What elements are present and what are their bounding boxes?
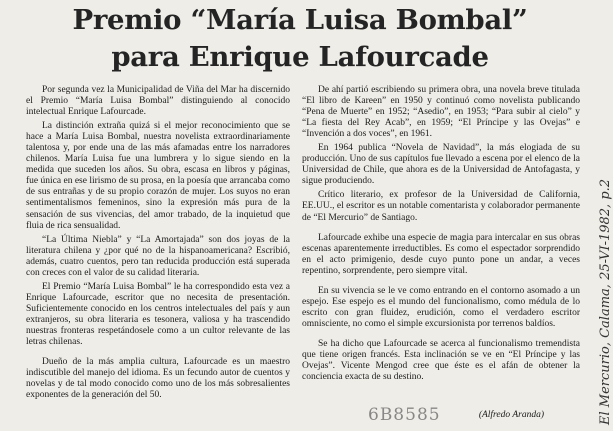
paragraph: El Premio “María Luisa Bombal” le ha correspondido esta vez a Enrique Lafourcade, escritor que no necesita de presentación. Suficientemente conocido en los centros intelectuales del país y aun extranjeros, su obra literaria es tesonera, valiosa y ha trascendido nuestras fronteras respetándosele como a un cultor relevante de las letras chilenas.	[26, 281, 290, 348]
paragraph: Dueño de la más amplia cultura, Lafourcade es un maestro indiscutible del manejo del idioma. Es un fecundo autor de cuentos y novelas y de tal modo conocido como uno de los más sobresalientes exponentes de la generación del 50.	[26, 357, 290, 401]
paragraph: Se ha dicho que Lafourcade se acerca al funcionalismo tremendista que tiene origen francés. Esta inclinación se ve en “El Príncipe y las Ovejas”. Vicente Mengod cree que éste es el afán de obtener la conciencia exacta de su destino.	[302, 338, 580, 383]
paragraph: Por segunda vez la Municipalidad de Viña del Mar ha discernido el Premio “María Luisa Bombal” distinguiendo al conocido intelectual Enrique Lafourcade.	[26, 85, 290, 118]
paragraph: En 1964 publica “Novela de Navidad”, la más elogiada de su producción. Uno de sus capítulos fue llevado a escena por el elenco de la Universidad de Chile, que ahora es de la Universidad de Antofagasta, y sigue produciendo.	[302, 143, 580, 187]
handwritten-margin-note	[584, 30, 613, 430]
paragraph: Lafourcade exhibe una especie de magia para intercalar en sus obras escenas aparentemente irreductibles. Es como el espectador sorprendido en el acto primigenio, desde cuyo punto pone un andar, a veces repentino, sorprendente, pero siempre vital.	[302, 232, 580, 276]
paragraph: De ahí partió escribiendo su primera obra, una novela breve titulada “El libro de Kareen” en 1950 y continuó como novelista publicando “Pena de Muerte” en 1952; “Asedio”, en 1953; “Para subir al cielo” y “La fiesta del Rey Acab”, en 1959; “El Príncipe y las Ovejas” e “Invención a dos voces”, en 1961.	[302, 85, 580, 140]
headline-line-2: para Enrique Lafourcade	[111, 41, 489, 73]
article-left-column	[26, 85, 290, 431]
article-right-column	[302, 85, 580, 421]
paragraph: “La Última Niebla” y “La Amortajada” son dos joyas de la literatura chilena y ¿por qué no de la hispanoamericana? Escribió, además, cuatro cuentos, pero tan reducida producción está superada con creces con el valor de su calidad literaria.	[26, 234, 290, 278]
margin-note-text: El Mercurio, Calama, 25-VI-1982, p.2	[598, 178, 613, 425]
headline	[0, 2, 600, 76]
headline-line-1: Premio “María Luisa Bombal”	[72, 4, 528, 36]
paragraph: Crítico literario, ex profesor de la Universidad de California, EE.UU., el escritor es un notable comentarista y colaborador permanente de “El Mercurio” de Santiago.	[302, 190, 580, 223]
author-credit: (Alfredo Aranda)	[478, 410, 544, 420]
paragraph: La distinción extraña quizá si el mejor reconocimiento que se hace a María Luisa Bombal, nuestra novelista extraordinariamente talentosa y, por ende una de las más afamadas entre los narradores chilenos. María Luisa fue una lumbrera y lo sigue siendo en la medida que suceden los años. Su obra, escasa en libros y páginas, fue única en ese lirismo de su prosa, en la poesía que arrancaba como de sus entrañas y de su propio corazón de mujer. Los suyos no eran sentimentalismos femeninos, sino la expresión más pura de la sensación de sus vivencias, del amor trabado, de la inquietud que fluia de rica sensualidad.	[26, 121, 290, 231]
paragraph: En su vivencia se le ve como entrando en el contorno asomado a un espejo. Ese espejo es el mundo del funcionalismo, como médula de lo escrito con gran fluidez, erudición, como el verdadero escritor omnisciente, no como el simple excursionista por terrenos baldíos.	[302, 285, 580, 329]
archive-stamp: 6B8585	[368, 405, 441, 425]
